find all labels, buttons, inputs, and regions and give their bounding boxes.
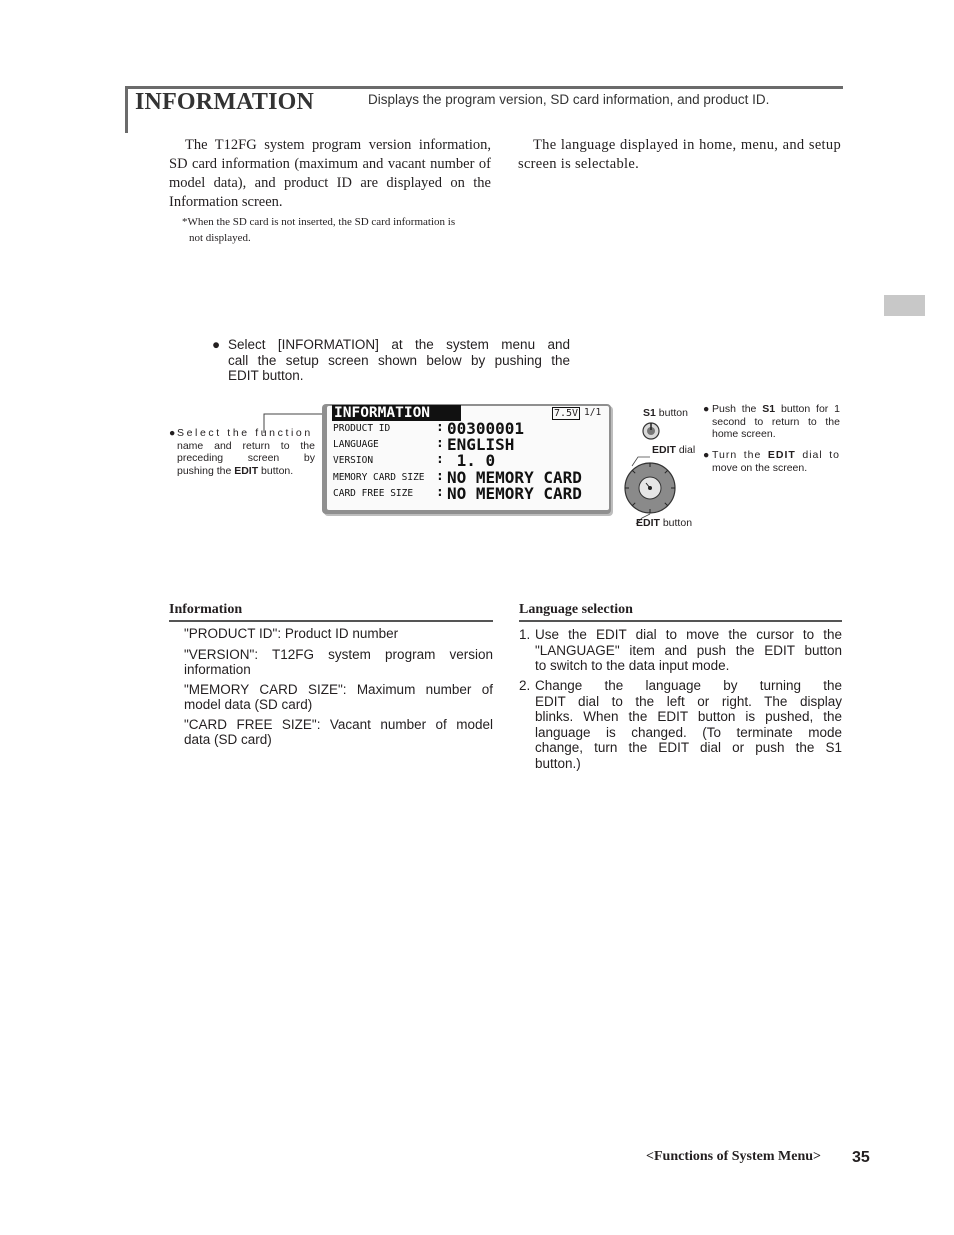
left-callout (177, 427, 315, 477)
note1-line2: second to return to the (712, 415, 840, 428)
callout-line4-bold: EDIT (234, 464, 259, 477)
information-rule (169, 620, 493, 622)
step-line3: EDIT button. (228, 368, 304, 383)
right-note-2 (712, 449, 840, 474)
callout-line3: preceding screen by (177, 452, 315, 464)
edit-button-label (636, 517, 692, 530)
header-side-rule (125, 86, 128, 133)
lang-step-1 (535, 627, 842, 674)
lcd-colon: : (436, 420, 444, 435)
step-line1: Select [INFORMATION] at the system menu and (228, 337, 570, 352)
page-title: INFORMATION (135, 89, 315, 115)
edit-button-label-bold: EDIT (636, 517, 660, 529)
step-line2: call the setup screen shown below by pushing the (228, 352, 570, 368)
step-instruction (228, 337, 570, 384)
info-item-card-free-size (184, 717, 493, 748)
lcd-label-version: VERSION (333, 455, 374, 466)
info-item-product-id (184, 626, 493, 642)
page-indicator: 1/1 (584, 407, 602, 418)
intro-note-line2: not displayed. (189, 232, 251, 244)
chapter-tab (884, 295, 925, 316)
lang-step-line: Use the EDIT dial to move the cursor to the (535, 627, 842, 642)
intro-paragraph: The T12FG system program version information, SD card information (maximum and vacant number of model data), and product ID are displayed on the Information screen. (169, 137, 491, 210)
lcd-title[interactable]: INFORMATION (332, 405, 461, 421)
language-heading: Language selection (519, 602, 633, 617)
edit-dial-label-bold: EDIT (652, 444, 676, 456)
lcd-label-language: LANGUAGE (333, 439, 379, 450)
callout-bullet: ● (169, 427, 176, 439)
info-item-memory-card-size (184, 682, 493, 713)
note2-bold: EDIT (767, 449, 796, 461)
intro-note-line1: *When the SD card is not inserted, the SD card information is (182, 216, 456, 228)
note1-bold: S1 (762, 403, 776, 415)
lcd-colon: : (436, 436, 444, 451)
lcd-value-card-free-size: NO MEMORY CARD (447, 484, 582, 503)
information-list (184, 626, 493, 748)
note1-bullet: ● (703, 403, 710, 415)
s1-label-bold: S1 (643, 407, 656, 419)
info-item-line: information (184, 662, 251, 677)
page-number: 35 (852, 1149, 870, 1166)
information-heading: Information (169, 602, 243, 617)
language-intro: The language displayed in home, menu, and setup screen is selectable. (518, 137, 841, 172)
s1-button[interactable] (641, 421, 661, 441)
lang-step-line: button.) (535, 755, 581, 771)
lcd-label-product-id: PRODUCT ID (333, 423, 391, 434)
lcd-colon: : (436, 452, 444, 467)
lcd-value-product-id: 00300001 (447, 419, 525, 438)
note2-bullet: ● (703, 449, 710, 461)
lcd-colon: : (436, 469, 444, 484)
lcd-value-memory-card-size: NO MEMORY CARD (447, 468, 582, 487)
lang-step-line: "LANGUAGE" item and push the EDIT button (535, 642, 842, 658)
note2-post: dial to (795, 449, 840, 461)
note2-pre: Turn the (712, 449, 768, 461)
footer-section-label: <Functions of System Menu> (646, 1149, 822, 1164)
info-item-line: data (SD card) (184, 732, 272, 747)
page-description: Displays the program version, SD card information, and product ID. (368, 92, 770, 107)
info-item-line: model data (SD card) (184, 697, 313, 712)
lang-step-line: blinks. When the EDIT button is pushed, the (535, 709, 842, 724)
callout-line4-pre: pushing the (177, 464, 235, 477)
s1-label (643, 407, 688, 420)
step-bullet: ● (212, 337, 221, 352)
lcd-label-card-free-size: CARD FREE SIZE (333, 488, 414, 499)
s1-label-text: button (655, 407, 688, 419)
note1-post: button for 1 (775, 403, 840, 415)
note1-pre: Push the (712, 403, 763, 415)
info-item-version (184, 647, 493, 678)
info-item-line: "MEMORY CARD SIZE": Maximum number of (184, 681, 493, 697)
lang-step-2 (535, 678, 842, 771)
lcd-label-memory-card-size: MEMORY CARD SIZE (333, 472, 425, 483)
info-item-line: "CARD FREE SIZE": Vacant number of model (184, 716, 493, 732)
note1-line3: home screen. (712, 428, 776, 440)
callout-line2: name and return to the (177, 439, 315, 452)
lang-step2-num: 2. (519, 678, 531, 693)
callout-line1: Select the function (177, 427, 313, 439)
lcd-colon: : (436, 485, 444, 500)
lang-step-line: change, turn the EDIT dial or push the S1 (535, 740, 842, 755)
info-item-line: "VERSION": T12FG system program version (184, 646, 493, 662)
lang-step-line: language is changed. (To terminate mode (535, 724, 842, 740)
battery-indicator: 7.5V (554, 408, 579, 419)
info-item-line: "PRODUCT ID": Product ID number (184, 626, 399, 641)
note2-line2: move on the screen. (712, 461, 808, 474)
lcd-value-version: 1. 0 (447, 451, 496, 470)
lang-step-line: EDIT dial to the left or right. The display (535, 693, 842, 709)
lang-step-line: to switch to the data input mode. (535, 658, 730, 673)
edit-button-label-text: button (659, 517, 693, 529)
lang-step1-num: 1. (519, 627, 531, 642)
language-rule (519, 620, 842, 622)
callout-line4-post: button. (258, 464, 294, 477)
edit-dial-label-text: dial (675, 444, 696, 456)
right-note-1 (712, 403, 840, 441)
intro-note (182, 214, 492, 246)
lcd-value-language[interactable]: ENGLISH (447, 435, 515, 454)
lang-step-line: Change the language by turning the (535, 678, 842, 693)
